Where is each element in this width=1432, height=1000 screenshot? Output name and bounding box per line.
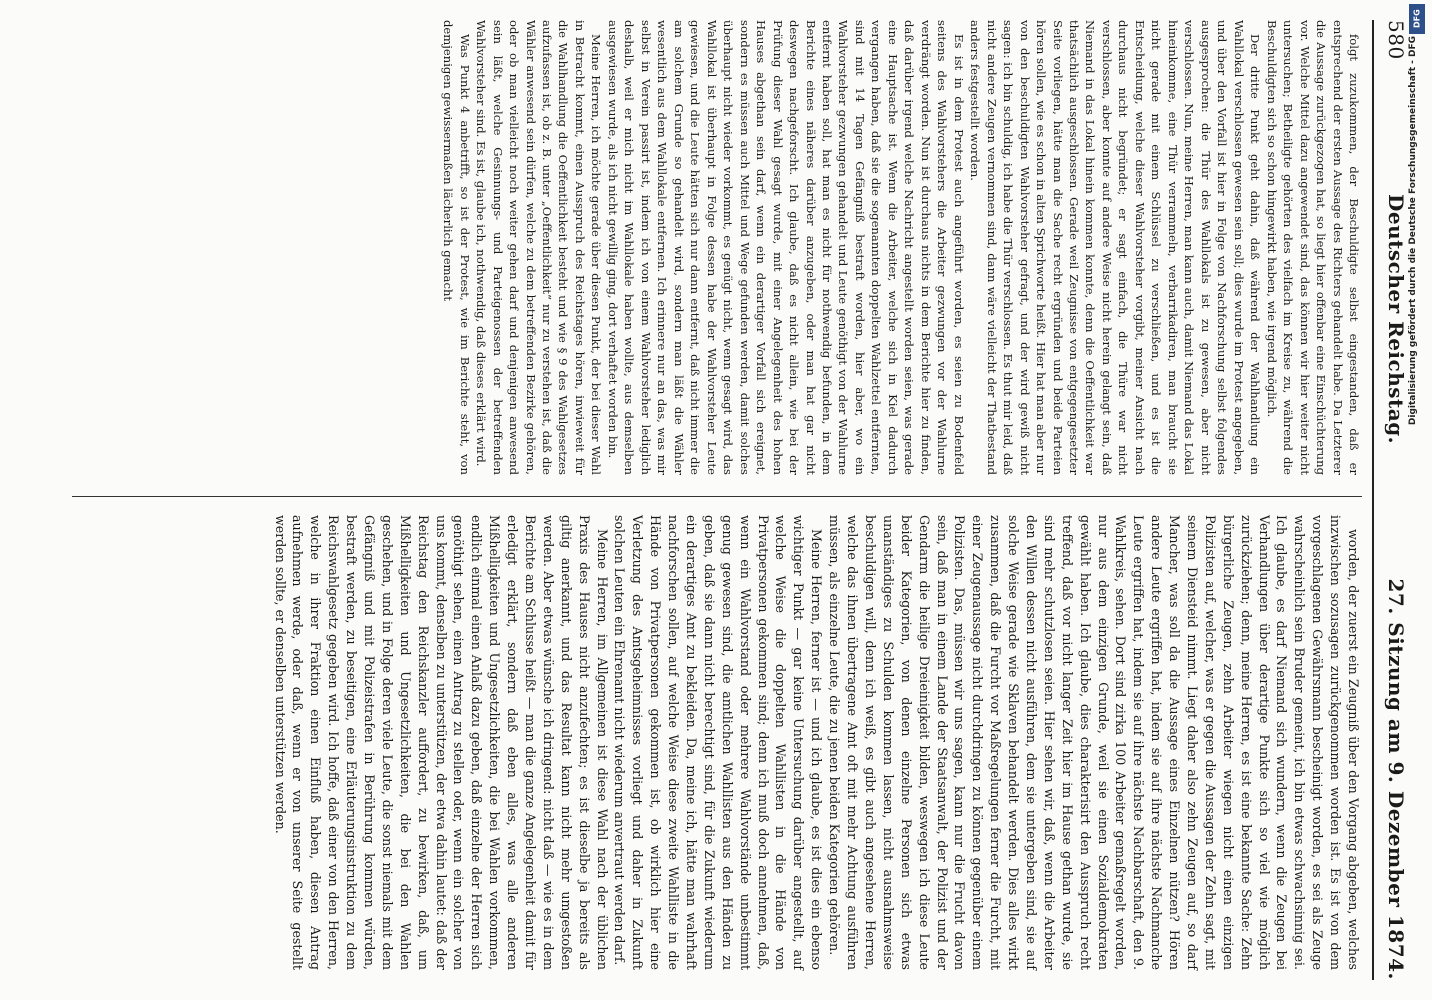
paragraph: Meine Herren, ich möchte gerade über diesen Punkt, der bei dieser Wahl in Betracht kommt, einen Ausspruch des Reichstages hören, inwieweit für die Wahlhandlung die Oeffentlichkeit besteht und wie § 9 des Wahlgesetzes aufzufassen ist, ob z. B. unter „Oeffentlichkeit“ nur zu verstehen ist, daß die Wähler anwesend sein dürfen, welche zu dem betreffenden Bezirke gehören, oder ob man vielleicht noch weiter gehen darf und denjenigen anwesend sein läßt, welche Gesinnungs- und Parteigenossen der betreffenden Wahlvorsteher sind. Es ist, glaube ich, nothwendig, daß dieses erklärt wird. bbox=[474, 20, 604, 475]
journal-title: Deutscher Reichstag. bbox=[1384, 194, 1408, 445]
right-column bbox=[262, 515, 1362, 970]
dfg-logo: DFG bbox=[1409, 4, 1425, 34]
paragraph: folgt zuzukommen, der Beschuldigte selbst eingestanden, daß er entsprechend der ersten Aussage des Richters gehandelt habe. Da Letzterer die Aussage zurückgezogen hat, so liegt hier offenbar eine Einschüchterung vor. Welche Mittel dazu angewendet sind, das können wir hier weiter nicht untersuchen; Betheiligte gehörten des vielfach im Kreise zu, während die Beschuldigten sich so schon hingewirkt haben, wie irgend möglich. bbox=[1264, 20, 1361, 475]
paragraph: Es ist in dem Protest auch angeführt worden, es seien zu Bodenfeld seitens des Wahlvorstehers die Arbeiter gezwungen vor der Wahlurne verdrängt worden. Nun ist durchaus nichts in dem Berichte hier zu finden, daß darüber irgend welche Nachricht angestellt worden seien, was gerade eine Hauptsache ist. Wenn die Arbeiter, welche sich in Kiel dadurch vergangen haben, daß sie die sogenannten doppelten Wahlzettel entfernten, sind mit 14 Tagen Gefängniß bestraft worden, hier aber, wo ein Wahlvorsteher gezwungen gehandelt und Leute genöthigt von der Wahlurne entfernt haben soll, hat man es nicht für nothwendig befunden, in dem Berichte eines näheres darüber anzugeben, oder man hat gar nicht deswegen nachgeforscht. Ich glaube, daß es nicht allein, wie bei der Prüfung dieser Wahl gesagt wurde, mit einer Angelegenheit des hohen Hauses abgethan sein darf, wenn ein derartiger Vorfall sich ereignet, sondern es müssen auch Mittel und Wege gefunden werden, damit solches überhaupt nicht wieder vorkommt, es genügt nicht, wenn gesagt wird, das Wahllokal ist überhaupt in Folge dessen habe der Wahlvorsteher Leute gewiesen, und die Leute hätten sich nur dann entfernt, daß nicht immer die am solchem Grunde so gehandelt wird, sondern man läßt die Wähler wesentlich aus dem Wahllokale entfernen. Ich erinnere nur an das, was mir selbst in Verein passirt ist, indem ich von einem Wahlvorsteher lediglich deshalb, weil er mich nicht im Wahllokale haben wollte, aus demselben ausgewiesen wurde, als ich nicht gewillig ging, dort verhaftet worden bin. bbox=[605, 20, 966, 475]
rotated-page bbox=[26, 20, 1416, 980]
paragraph: Meine Herren, im Allgemeinen ist diese Wahl nach der üblichen Praxis des Hauses nicht anzufechten; es ist dieselbe ja bereits als giltig anerkannt, und das Resultat kann nicht mehr umgestoßen werden. Aber etwas wünsche ich dringend: nicht daß — wie es in dem Berichte am Schlusse heißt — man die ganze Angelegenheit damit für erledigt erklärt, sondern daß eben alles, was alle anderen Mißhelligkeiten und Ungesetzlichkeiten, die bei Wahlen vorkommen, endlich einmal einen Anlaß dazu geben, daß einzelne der Herren sich genöthigt sehen, einen Antrag zu stellen oder, wenn ein solcher von uns kommt, denselben zu unterstützen, der etwa dahin lautet: daß der Reichstag den Reichskanzler auffordert, zu bewirken, daß, um Mißhelligkeiten und Ungesetzlichkeiten, die bei den Wahlen geschehen, und in Folge deren viele Leute, die sonst niemals mit dem Gefängniß und mit Polizeistrafen in Berührung kommen würden, bestraft werden, zu beseitigen, eine Erläuterungsinstruktion zu dem Reichswahlgesetz gegeben wird. Ich hoffe, daß einer von den Herren, welche in ihrer Fraktion einen Einfluß haben, diesen Antrag aufnehmen werde, oder daß, wenn er von unserer Seite gestellt werden sollte, er denselben unterstützen werden. bbox=[272, 515, 610, 970]
paragraph: Der dritte Punkt geht dahin, daß während der Wahlhandlung ein Wahllokal verschlossen gewesen sein soll; dies wurde im Protest angegeben, und über den Vorfall ist hier in Folge von Nachforschung selbst folgendes ausgesprochen: die Thür des Wahllokals ist zu gewesen, aber nicht verschlossen. Nun, meine Herren, man kann auch, damit Niemand das Lokal hineinkomme, eine Thür verrammeln, verbarrikadiren, man braucht sie nicht gerade mit einem Schlüssel zu verschließen, und es ist die Entscheidung, welche dieser Wahlvorsteher vorgibt, meiner Ansicht nach durchaus nicht begründet; er sagt einfach, die Thüre war nicht verschlossen, aber konnte auf andere Weise nicht herein gelangt sein, daß Niemand in das Lokal hinein kommen konnte, denn die Oeffentlichkeit war thatsächlich ausgeschlossen. Gerade weil Zeugnisse von entgegengesetzter Seite vorliegen, hätte man die Sache recht ergründen und beide Parteien hören sollen, wie es schon in alten Sprichworte heißt. Hier hat man aber nur von den beschuldigten Wahlvorsteher gefragt, und der wird gewiß nicht sagen: ich bin schuldig, ich habe die Thür verschlossen. Es thut mir leid, daß nicht andere Zeugen vernommen sind, dann wäre vielleicht der Thatbestand anders festgestellt worden. bbox=[968, 20, 1263, 475]
digitization-sidebar bbox=[1406, 0, 1430, 1000]
left-column bbox=[412, 20, 1362, 475]
header-rule bbox=[1372, 20, 1374, 980]
paragraph: Was Punkt 4 anbetrifft, so ist der Protest, wie im Berichte steht, von demjenigen gewissermaßen lächerlich gemacht bbox=[441, 20, 472, 475]
paragraph: worden, der zuerst ein Zeugniß über den Vorgang abgeben, welches inzwischen sozusagen zurückgenommen worden ist. Es ist von dem vorgeschlagenen Gewährsmann bescheinigt worden, es sei als Zeuge wahrscheinlich sein Bruder gemeint, ich bin etwas schwachsinnig sei. Ich glaube, es darf Niemand sich wundern, wenn die Zeugen bei Verhandlungen über derartige Punkte sich so viel wie möglich zurückziehen; denn, meine Herren, es ist eine bekannte Sache: Zehn bürgerliche Zeugen, zehn Arbeiter wiegen nicht einen einzigen Polizisten auf, welcher, was er gegen die Aussagen der Zehn sagt, mit seinem Diensteid nimmt. Liegt daher also zehn Zeugen auf, so darf Mancher, was soll da die Aussage eines Einzelnen nützen? Hören andere Leute ergriffen hat, indem sie auf ihre nächste Nachmanche Leute ergriffen hat, indem sie auf ihre nächste Nachbarschaft, den 9. Wahlkreis, sehen. Dort sind zirka 100 Arbeiter gemaßregelt worden, nur aus dem einzigen Grunde, weil sie einen Sozialdemokraten gewählt haben. Ich glaube, dies charakterisirt den Ausspruch recht treffend, daß vor nicht langer Zeit hier im Hause gethan wurde, sie sind mehr schutzlosen seien. Hier sehen wir, daß, wenn die Arbeiter den Willen dessen nicht ausführen, dem sie untergeben sind, sie auf solche Weise gerade wie Sklaven behandelt werden. Dies alles wirkt zusammen, daß die Furcht vor Maßregelungen ferner die Furcht, mit einer Zeugenaussage nicht durchdringen zu können gegenüber einem Polizisten. Das, müssen wir uns sagen, kann nur die Frucht davon sein, daß man in einem Lande der Staatsanwalt, der Polizist und der Gendarm die heilige Dreieinigkeit bilden, weswegen ich diese Leute beider Kategorien, von denen einzelne Personen sich etwas unanständiges zu Schulden kommen lassen, nicht ausnahmsweise beschuldigen will, denn ich weiß, es gibt auch angesehene Herren, welche das ihnen übertragene Amt oft mit mehr Achtung ausführen müssen, als einzelne Leute, die zu jenen beiden Kategorien gehören. bbox=[827, 515, 1361, 970]
column-divider bbox=[72, 496, 1362, 497]
page-number: 580 bbox=[1384, 20, 1408, 60]
session-title: 27. Sitzung am 9. Dezember 1874. bbox=[1384, 578, 1408, 980]
digitization-credit: Digitalisierung gefördert durch die Deutsche Forschungsgemeinschaft - DFG bbox=[1408, 36, 1418, 426]
paragraph: Meine Herren, ferner ist — und ich glaube, es ist dies ein ebenso wichtiger Punkt — gar keine Untersuchung darüber angestellt, auf welche Weise die doppelten Wahllisten in die Hände von Privatpersonen gekommen sind; denn ich muß doch annehmen, daß, wenn ein Wahlvorstand oder mehrere Wahlvorstände unbestimmt genug gewesen sind, die amtlichen Wahllisten aus den Händen zu geben, daß sie dann nicht berechtigt sind, für die Zukunft wiederum ein derartiges Amt zu bekleiden. Da, meine ich, hätte man wahrhaft nachforschen sollen, auf welche Weise diese zweite Wahlliste in die Hände von Privatpersonen gekommen ist, ob wirklich hier eine Verletzung des Amtsgeheimnisses vorliegt und daher in Zukunft solchen Leuten ein Ehrenamt nicht wiederum anvertraut werden darf. bbox=[612, 515, 825, 970]
